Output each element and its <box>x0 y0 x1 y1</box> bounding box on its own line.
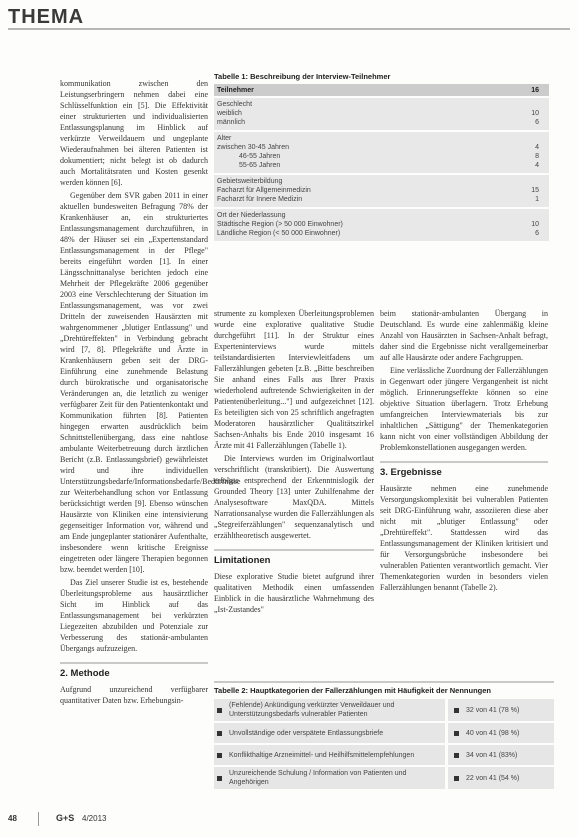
table-row <box>217 109 546 118</box>
row-value: 32 von 41 (78 %) <box>466 706 520 714</box>
row-label: Konflikthaltige Arzneimittel- und Heilhilfsmittelempfehlungen <box>229 751 415 759</box>
paragraph: Gegenüber dem SVR gaben 2011 in einer aktuellen bundesweiten Befragung 78% der Krankenhäuser an, ein strukturiertes Entlassungsmanagement durchzuführen, in 48% der Häuser sei ein „Expertenstandard Entlassungsmanagement in der Pflege" bereits eingeführt worden [1]. In einer Längsschnittanalyse berichten jedoch eine Mehrheit der Pflegekräfte 2006 gegenüber 2003 eine Verschlechterung der Situation im Entlassungsmanagement, was vor zwei Dritteln der zuweisenden Hausärzten mit wahrgenommener „blutiger Entlassung" und „Drehtüreffekten" in Verbindung gebracht wird [7, 8]. Pflegekräfte und Ärzte in Krankenhäusern geben seit der DRG-Einführung eine zunehmende Belastung durch bürokratische und organisatorische Veränderungen an, die letztlich zu weniger verfügbarer Zeit für den Patientenkontakt und Kommunikation führten [8]. Patienten hingegen erwarten ausdrücklich beim Schnittstellenübergang, dass eine nahtlose ambulante Weiterbetreuung durch ärztlichen Bericht (z.B. Entlassungsbrief) gewährleistet wird und ihre individuellen Unterstützungsbedarfe/Informationsbedarfe/Bedürfnisse zur Weiterbehandlung schon vor Entlassung berücksichtigt werden [9]. Ebenso wünschen Hausärzte von Kliniken eine intensivierung gegenseitiger Information vor, während und am Ende jungeplanter stationärer Aufenthalte, insbesondere wenn kritische Ereignisse eingetreten oder längere Therapien begonnen bzw. beendet werden [10]. <box>60 191 241 574</box>
row-value: 6 <box>535 119 539 126</box>
table-caption: Tabelle 2: Hauptkategorien der Fallerzählungen mit Häufigkeit der Nennungen <box>214 681 554 695</box>
row-value: 22 von 41 (54 %) <box>466 774 520 782</box>
row-label: Städtische Region (> 50 000 Einwohner) <box>217 221 343 228</box>
table-group-gender <box>214 98 549 130</box>
row-label: Unzureichende Schulung / Information von Patienten und Angehörigen <box>229 770 407 786</box>
row-value: 4 <box>535 144 539 151</box>
row-label: zwischen 30-45 Jahren <box>217 144 289 151</box>
table-row <box>217 152 546 161</box>
row-label: Unvollständige oder verspätete Entlassungsbriefe <box>229 729 384 737</box>
paragraph: Die Interviews wurden im Originalwortlaut verschriftlicht (transkribiert). Die Auswertung erfolgte entsprechend der Erkenntnislogik der Grounded Theory [13] unter Zuhilfenahme der Analysesoftware MaxQDA. Mittels Narrationsanalyse wurden die Fallerzählungen als „Stegreiferzählungen" sequenzanalytisch und erzähltheoretisch ausgewertet. <box>214 454 374 540</box>
row-label: 46-55 Jahren <box>239 153 281 160</box>
page-footer <box>8 812 258 826</box>
row-value: 4 <box>535 162 539 169</box>
table-caption: Tabelle 1: Beschreibung der Interview-Teilnehmer <box>214 72 391 81</box>
paragraph: Diese explorative Studie bietet aufgrund ihrer qualitativen Methodik einen umfassenden Einblick in die hausärztliche Wahrnehmung des „Ist-Zustandes" <box>214 572 374 614</box>
bullet-square-icon <box>454 753 459 758</box>
table-row <box>214 767 554 789</box>
section-title: THEMA <box>8 6 85 28</box>
bullet-square-icon <box>454 776 459 781</box>
footer-divider <box>38 812 39 826</box>
row-label-cell <box>214 745 445 765</box>
paragraph: strumente zu komplexen Überleitungsproblemen wurde eine explorative qualitative Studie durchgeführt [11]. In der Struktur eines Experteninterviews wurde mittels teilstandardisierten Interviewleitfadens um Fallerzählungen gebeten [z.B. „Bitte beschreiben Sie anhand eines Falls aus Ihrer Praxis wiederholend auftretende Schwierigkeiten in der Patientenüberleitung..."] und aufgezeichnet [12]. Es beteiligten sich von 25 schriftlich angefragten Moderatoren hausärztlicher Qualitätszirkel Sachsen-Anhalts bis Ende 2010 insgesamt 16 Ärzte mit 41 Fallerzählungen (Tabelle 1). <box>214 309 374 450</box>
paragraph: Aufgrund unzureichend verfügbarer quantitativer Daten bzw. Erhebungsin- <box>60 685 208 705</box>
row-label-cell <box>214 699 445 721</box>
table-row <box>217 143 546 152</box>
row-label: Facharzt für Innere Medizin <box>217 196 303 203</box>
table-row <box>217 220 546 229</box>
row-value: 34 von 41 (83%) <box>466 751 518 759</box>
row-label-cell <box>214 723 445 743</box>
row-value: 8 <box>535 153 539 160</box>
bullet-square-icon <box>454 731 459 736</box>
header-label: Teilnehmer <box>217 86 254 94</box>
section-heading-ergebnisse: 3. Ergebnisse <box>380 461 548 479</box>
row-label-cell <box>214 767 445 789</box>
row-value: 15 <box>531 187 539 194</box>
bullet-square-icon <box>454 708 459 713</box>
row-label: Facharzt für Allgemeinmedizin <box>217 187 311 194</box>
table-row <box>214 745 554 765</box>
row-value-cell <box>448 723 554 743</box>
magazine-name: G+S <box>56 813 75 823</box>
table-row <box>214 699 554 721</box>
row-label: Ländliche Region (< 50 000 Einwohner) <box>217 230 341 237</box>
row-value: 40 von 41 (98 %) <box>466 729 520 737</box>
row-value-cell <box>448 699 554 721</box>
row-value: 10 <box>531 221 539 228</box>
page-number: 48 <box>8 814 17 823</box>
table-row <box>217 186 546 195</box>
row-label: männlich <box>217 119 246 126</box>
row-value: 1 <box>535 196 539 203</box>
row-value: 10 <box>531 110 539 117</box>
table-group-location <box>214 209 549 241</box>
bullet-square-icon <box>217 776 222 781</box>
table-group-age <box>214 132 549 173</box>
row-value-cell <box>448 767 554 789</box>
group-title: Geschlecht <box>217 101 253 108</box>
table-group-specialty <box>214 175 549 207</box>
row-label: (Fehlende) Ankündigung verkürzter Verweildauer und Unterstützungsbedarfs vulnerabler Patienten <box>229 702 395 718</box>
text-column-2 <box>214 308 374 617</box>
section-heading-limitationen: Limitationen <box>214 549 374 567</box>
paragraph: Das Ziel unserer Studie ist es, bestehende Überleitungsprobleme aus hausärztlicher Sicht im Hinblick auf das Entlassungsmanagement bei verkürzten Liegezeiten abzubilden und Potenziale zur Verbesserung des stationär-ambulanten Übergangs aufzuzeigen. <box>60 578 208 653</box>
table-row <box>217 229 546 238</box>
paragraph: Hausärzte nehmen eine zunehmende Versorgungskomplexität bei vulnerablen Patienten seit DRG-Einführung wahr, assoziieren diese aber nicht mit „blutiger Entlassung" oder „Drehtüreffekt". Stattdessen wird das Entlassungsmanagement der Kliniken kritisiert und für Versorgungsbrüche insbesondere bei vulnerablen Patienten verantwortlich gemacht. Vier Themenkategorien wurden in besonders vielen Fallerzählungen benannt (Tabelle 2). <box>380 484 548 592</box>
row-value-cell <box>448 745 554 765</box>
bullet-square-icon <box>217 753 222 758</box>
row-value: 6 <box>535 230 539 237</box>
group-title: Ort der Niederlassung <box>217 212 286 219</box>
group-title: Alter <box>217 135 232 142</box>
row-label: 55-65 Jahren <box>239 162 281 169</box>
section-heading-methode: 2. Methode <box>60 662 208 680</box>
table-row <box>214 723 554 743</box>
paragraph: Eine verlässliche Zuordnung der Fallerzählungen in Gegenwart oder jüngere Vergangenheit ist nicht möglich. Erinnerungseffekte können so eine objektive Situation überlagern. Trotz Erhebung umfangreichen Interviewmaterials bis zur inhaltlichen „Sättigung" der Themenkategorien kann nicht von einer vollständigen Abbildung der Problemkonstellationen ausgegangen werden. <box>380 366 548 452</box>
table-header-row <box>214 84 549 96</box>
table-row <box>217 161 546 170</box>
table-main-categories <box>214 681 554 791</box>
table-row <box>217 195 546 204</box>
bullet-square-icon <box>217 708 222 713</box>
issue-number: 4/2013 <box>82 814 107 823</box>
header-value: 16 <box>531 86 539 94</box>
page-header <box>8 4 570 30</box>
row-label: weiblich <box>217 110 242 117</box>
paragraph: beim stationär-ambulanten Übergang in Deutschland. Es wurde eine zahlenmäßig kleine Anzahl von Hausärzten in Sachsen-Anhalt befragt, daher sind die Ergebnisse nicht verallgemeinerbar auf alle Hausärzte oder andere Fachgruppen. <box>380 309 548 362</box>
table-row <box>217 118 546 127</box>
group-title: Gebietsweiterbildung <box>217 178 283 185</box>
paragraph: kommunikation zwischen den Leistungserbringern nehmen dabei eine Schlüsselfunktion ein [5]. Die Effektivität einer strukturierten und individualisierten Entlassungsplanung im Hinblick auf verkürzte Verweildauern und ungeplante Wiederaufnahmen bei älteren Patienten ist dokumentiert; nicht belegt ist ob dadurch auch Mortalitätsraten und Kosten gesenkt werden können [6]. <box>60 79 208 187</box>
table-participants <box>214 72 549 241</box>
text-column-3 <box>380 308 548 595</box>
bullet-square-icon <box>217 731 222 736</box>
